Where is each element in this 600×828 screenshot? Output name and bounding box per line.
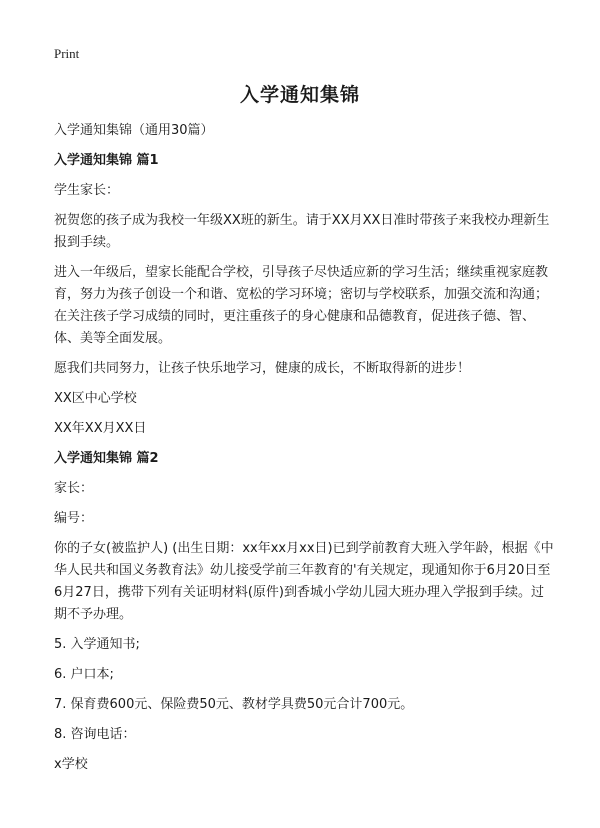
print-link[interactable]: Print: [54, 46, 80, 61]
list-item: 8. 咨询电话：: [54, 727, 136, 742]
salutation: 家长：: [54, 481, 94, 496]
paragraph: 愿我们共同努力，让孩子快乐地学习，健康的成长，不断取得新的进步！: [54, 361, 471, 376]
list-item: 7. 保育费600元、保险费50元、教材学具费50元合计700元。: [54, 697, 414, 712]
document-body: [54, 120, 554, 784]
page-title: 入学通知集锦: [239, 84, 360, 106]
paragraph: 祝贺您的孩子成为我校一年级XX班的新生。请于XX月XX日准时带孩子来我校办理新生报到手续。: [54, 213, 550, 250]
salutation: 学生家长：: [54, 183, 120, 198]
section-heading: 入学通知集锦 篇2: [54, 451, 159, 466]
school-name: x学校: [54, 757, 88, 772]
signature: XX区中心学校: [54, 391, 137, 406]
paragraph: 你的子女(被监护人) (出生日期：xx年xx月xx日)已到学前教育大班入学年龄，根据《中华人民共和国义务教育法》幼儿接受学前三年教育的'有关规定，现通知你于6月20日至6月27日，携带下列有关证明材料(原件)到香城小学幼儿园大班办理入学报到手续。过期不予办理。: [54, 541, 554, 622]
date: XX年XX月XX日: [54, 421, 147, 436]
list-item: 5. 入学通知书;: [54, 637, 140, 652]
document-subtitle: 入学通知集锦（通用30篇）: [54, 123, 214, 138]
list-item: 6. 户口本;: [54, 667, 114, 682]
number-label: 编号：: [54, 511, 94, 526]
section-heading: 入学通知集锦 篇1: [54, 153, 159, 168]
paragraph: 进入一年级后，望家长能配合学校，引导孩子尽快适应新的学习生活；继续重视家庭教育，努力为孩子创设一个和谐、宽松的学习环境；密切与学校联系，加强交流和沟通；在关注孩子学习成绩的同时，更注重孩子的身心健康和品德教育，促进孩子德、智、体、美等全面发展。: [54, 265, 549, 346]
